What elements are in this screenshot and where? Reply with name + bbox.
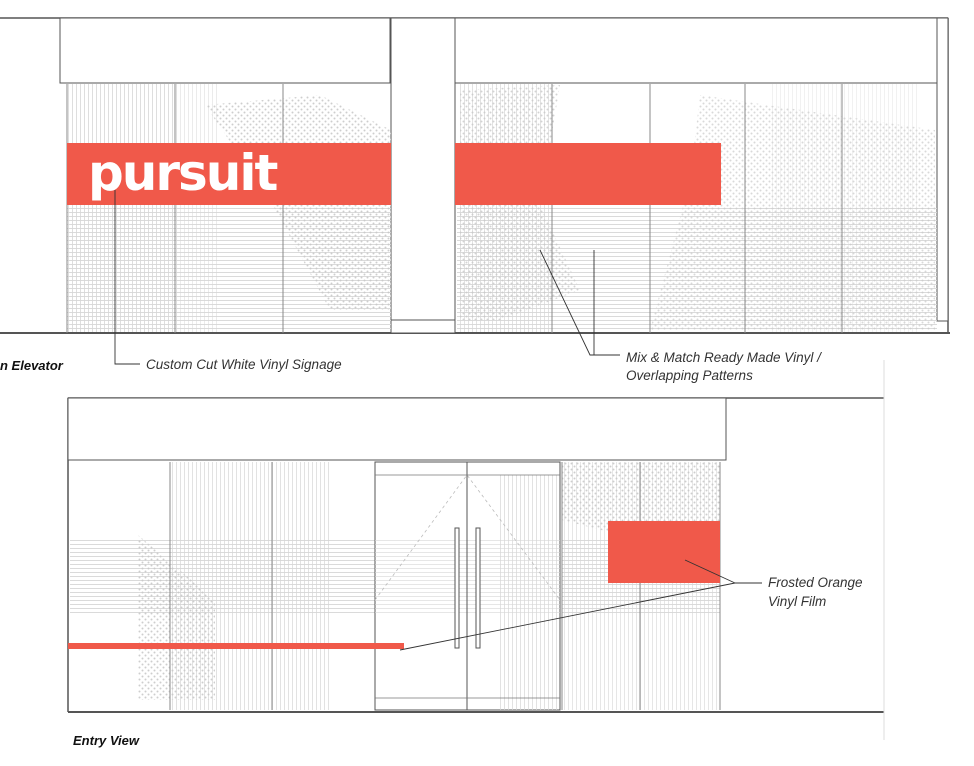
frosted-callout-line2: Vinyl Film xyxy=(768,594,827,609)
frosted-orange-film-strip xyxy=(68,643,404,649)
entry-view-title: Entry View xyxy=(73,733,139,748)
vertical-stripe-panel xyxy=(770,84,920,332)
entry-view xyxy=(68,360,884,740)
door-handle xyxy=(455,528,459,648)
horizontal-stripe-panel xyxy=(70,538,375,613)
vinyl-callout-line2: Overlapping Patterns xyxy=(626,368,753,383)
top-view-title: n Elevator xyxy=(0,358,63,373)
orange-signage-band xyxy=(455,143,721,205)
door-handle xyxy=(476,528,480,648)
pursuit-logo: pursuit xyxy=(88,144,277,202)
frosted-orange-film-panel xyxy=(608,521,720,583)
frosted-callout-line1: Frosted Orange xyxy=(768,575,863,590)
signage-callout: Custom Cut White Vinyl Signage xyxy=(146,357,342,372)
vinyl-callout-line1: Mix & Match Ready Made Vinyl / xyxy=(626,350,821,365)
